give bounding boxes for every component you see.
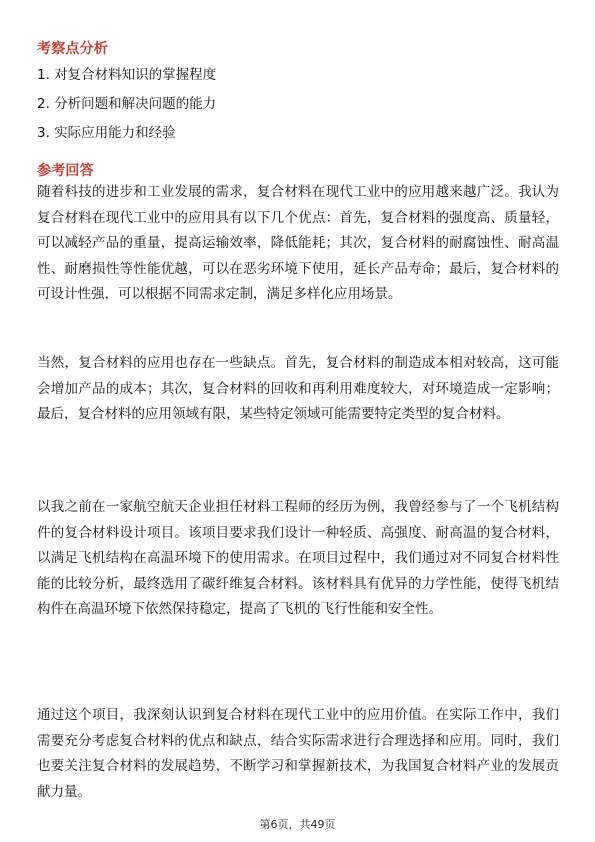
- answer-paragraph: 随着科技的进步和工业发展的需求，复合材料在现代工业中的应用越来越广泛。我认为复合材料在现代工业中的应用具有以下几个优点：首先，复合材料的强度高、质量轻，可以减轻产品的重量，提高运输效率，降低能耗；其次，复合材料的耐腐蚀性、耐高温性、耐磨损性等性能优越，可以在恶劣环境下使用，延长产品寿命；最后，复合材料的可设计性强，可以根据不同需求定制，满足多样化应用场景。: [37, 184, 559, 302]
- page-number: 第6页，共49页: [259, 818, 336, 831]
- answer-paragraph: 当然，复合材料的应用也存在一些缺点。首先，复合材料的制造成本相对较高，这可能会增加产品的成本；其次，复合材料的回收和再利用难度较大，对环境造成一定影响；最后，复合材料的应用领域有限，某些特定领域可能需要特定类型的复合材料。: [37, 355, 559, 422]
- section-heading-answer: 参考回答: [37, 163, 94, 179]
- section-heading-analysis: 考察点分析: [37, 41, 108, 57]
- list-item: 1. 对复合材料知识的掌握程度: [37, 67, 217, 83]
- analysis-list: [37, 66, 216, 153]
- answer-paragraph: 以我之前在一家航空航天企业担任材料工程师的经历为例，我曾经参与了一个飞机结构件的复合材料设计项目。该项目要求我们设计一种轻质、高强度、耐高温的复合材料，以满足飞机结构在高温环境下的使用需求。在项目过程中，我们通过对不同复合材料性能的比较分析，最终选用了碳纤维复合材料。该材料具有优异的力学性能，使得飞机结构件在高温环境下依然保持稳定，提高了飞机的飞行性能和安全性。: [37, 499, 559, 617]
- list-item: 3. 实际应用能力和经验: [37, 125, 176, 141]
- list-item: 2. 分析问题和解决问题的能力: [37, 96, 217, 112]
- answer-paragraph: 通过这个项目，我深刻认识到复合材料在现代工业中的应用价值。在实际工作中，我们需要充分考虑复合材料的优点和缺点，结合实际需求进行合理选择和应用。同时，我们也要关注复合材料的发展趋势，不断学习和掌握新技术，为我国复合材料产业的发展贡献力量。: [37, 707, 559, 800]
